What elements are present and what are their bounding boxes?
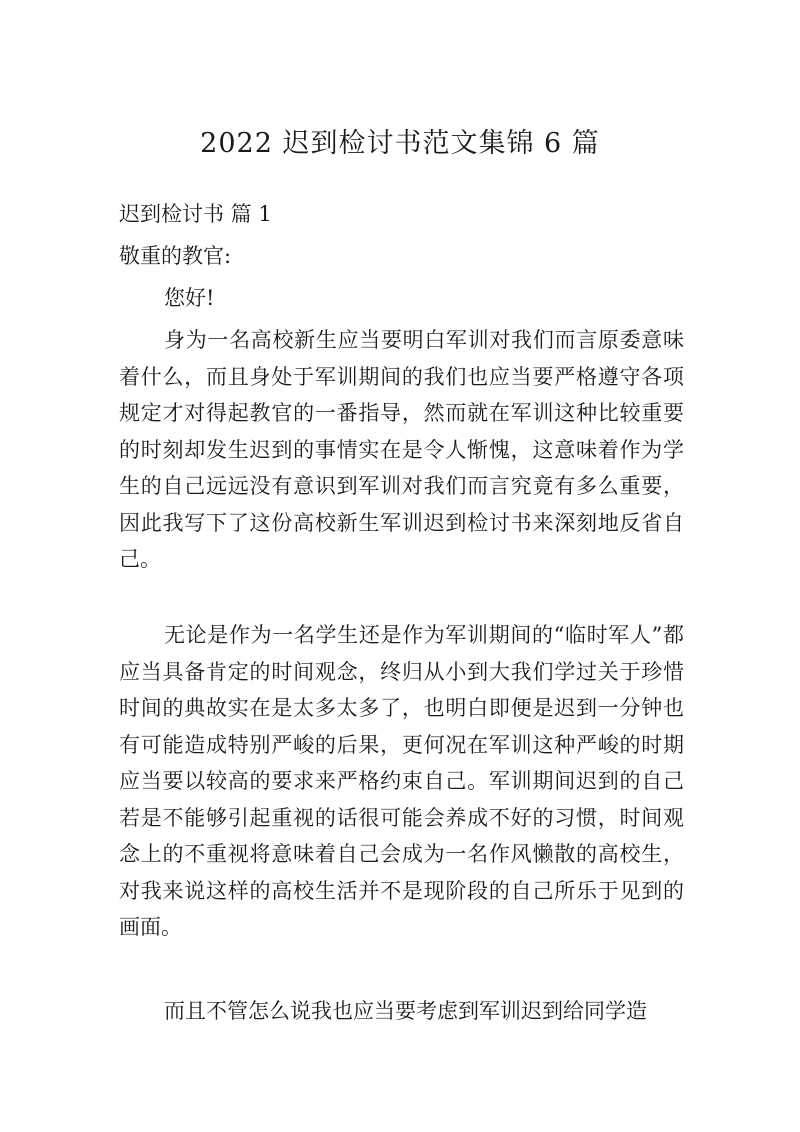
body-paragraph: 无论是作为一名学生还是作为军训期间的“临时军人”都应当具备肯定的时间观念，终归从小到大我们学过关于珍惜时间的典故实在是太多太多了，也明白即便是迟到一分钟也有可能造成特别严峻的后果，更何况在军训这种严峻的时期应当要以较高的要求来严格约束自己。军训期间迟到的自己若是不能够引起重视的话很可能会养成不好的习惯，时间观念上的不重视将意味着自己会成为一名作风懒散的高校生，对我来说这样的高校生活并不是现阶段的自己所乐于见到的画面。: [119, 623, 684, 939]
body-paragraph: 而且不管怎么说我也应当要考虑到军训迟到给同学造: [164, 999, 647, 1023]
greeting: 您好!: [164, 286, 215, 310]
section-heading: 迟到检讨书 篇 1: [119, 202, 272, 226]
salutation: 敬重的教官:: [119, 244, 232, 268]
body-paragraph: 身为一名高校新生应当要明白军训对我们而言原委意味着什么，而且身处于军训期间的我们也应当要严格遵守各项规定才对得起教官的一番指导，然而就在军训这种比较重要的时刻却发生迟到的事情实在是令人惭愧，这意味着作为学生的自己远远没有意识到军训对我们而言究竟有多么重要，因此我写下了这份高校新生军训迟到检讨书来深刻地反省自己。: [119, 328, 684, 571]
document-title: 2022 迟到检讨书范文集锦 6 篇: [200, 128, 600, 159]
